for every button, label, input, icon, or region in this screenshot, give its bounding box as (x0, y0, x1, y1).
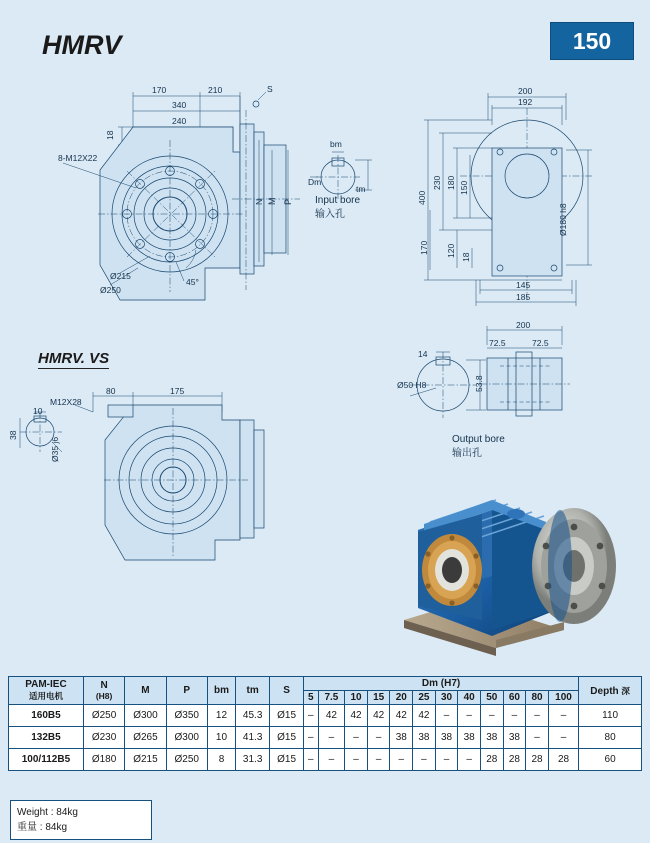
cell-depth: 60 (579, 749, 642, 771)
svg-text:210: 210 (208, 85, 223, 95)
svg-text:10: 10 (33, 406, 43, 416)
cell-dm: 38 (390, 727, 413, 749)
svg-text:S: S (267, 84, 273, 94)
cell-dm: – (526, 705, 549, 727)
cell-dm: 38 (435, 727, 458, 749)
cell-tm: 31.3 (236, 749, 270, 771)
cell-dm: – (458, 705, 481, 727)
cell-s: Ø15 (270, 749, 304, 771)
cell-dm: – (435, 705, 458, 727)
svg-text:53.8: 53.8 (474, 375, 484, 392)
weight-note (10, 800, 152, 840)
cell-dm: – (526, 727, 549, 749)
svg-text:M: M (267, 197, 277, 205)
th-dm-5: 5 (303, 691, 318, 705)
cell-dm: 28 (548, 749, 578, 771)
right-view (417, 86, 594, 306)
th-p: P (166, 677, 207, 705)
svg-text:Ø35 j6: Ø35 j6 (50, 436, 60, 462)
svg-text:72.5: 72.5 (489, 338, 506, 348)
cell-dm: – (345, 749, 368, 771)
th-depth-sub: 深 (621, 685, 630, 696)
svg-text:Dm: Dm (308, 177, 322, 187)
svg-text:18: 18 (105, 130, 115, 140)
svg-text:Ø250: Ø250 (100, 285, 121, 295)
th-m: M (125, 677, 166, 705)
th-depth-label: Depth (590, 685, 619, 697)
cell-p: Ø250 (166, 749, 207, 771)
svg-text:Ø50 H8: Ø50 H8 (397, 380, 427, 390)
svg-text:14: 14 (418, 349, 428, 359)
section-title-vs: HMRV. VS (38, 350, 110, 367)
table-row (9, 727, 642, 749)
input-bore-label-en: Input bore (315, 195, 361, 206)
cell-dm: – (318, 727, 345, 749)
th-dm-20: 20 (390, 691, 413, 705)
svg-text:120: 120 (446, 243, 456, 258)
cell-bm: 8 (207, 749, 235, 771)
svg-text:185: 185 (516, 292, 531, 302)
svg-text:175: 175 (170, 386, 185, 396)
th-depth (579, 677, 642, 705)
cell-depth: 80 (579, 727, 642, 749)
page-title: HMRV (42, 30, 122, 60)
cell-s: Ø15 (270, 705, 304, 727)
th-dm-25: 25 (413, 691, 436, 705)
th-dm-60: 60 (503, 691, 526, 705)
cell-s: Ø15 (270, 727, 304, 749)
cell-dm: 42 (413, 705, 436, 727)
svg-text:145: 145 (516, 280, 531, 290)
cell-n: Ø230 (83, 727, 124, 749)
table-head (9, 677, 642, 705)
spec-table (8, 676, 642, 771)
cell-dm: – (390, 749, 413, 771)
cell-dm: – (303, 705, 318, 727)
th-dm-100: 100 (548, 691, 578, 705)
svg-text:180: 180 (446, 175, 456, 190)
cell-m: Ø215 (125, 749, 166, 771)
cell-n: Ø250 (83, 705, 124, 727)
cell-dm: – (458, 749, 481, 771)
svg-text:N: N (254, 198, 264, 205)
th-s: S (270, 677, 304, 705)
svg-text:240: 240 (172, 116, 187, 126)
svg-text:8-M12X22: 8-M12X22 (58, 153, 98, 163)
cell-m: Ø300 (125, 705, 166, 727)
cell-bm: 12 (207, 705, 235, 727)
input-bore-label-cn: 输入孔 (315, 208, 345, 220)
th-tm: tm (236, 677, 270, 705)
svg-text:200: 200 (518, 86, 533, 96)
main-view (58, 84, 372, 300)
cell-pam: 100/112B5 (9, 749, 84, 771)
cell-pam: 132B5 (9, 727, 84, 749)
cell-dm: 38 (413, 727, 436, 749)
svg-text:170: 170 (419, 240, 429, 255)
th-dm-50: 50 (480, 691, 503, 705)
cell-p: Ø350 (166, 705, 207, 727)
svg-text:bm: bm (330, 139, 342, 149)
th-dm-80: 80 (526, 691, 549, 705)
th-pam-iec-label: PAM-IEC (25, 679, 67, 690)
cell-dm: – (548, 705, 578, 727)
svg-text:tm: tm (356, 184, 366, 194)
cell-dm: – (413, 749, 436, 771)
cell-dm: 38 (458, 727, 481, 749)
th-dm-15: 15 (367, 691, 390, 705)
th-dm-7_5: 7.5 (318, 691, 345, 705)
th-dm-30: 30 (435, 691, 458, 705)
svg-text:38: 38 (8, 430, 18, 440)
cell-dm: 42 (367, 705, 390, 727)
cell-tm: 45.3 (236, 705, 270, 727)
svg-text:230: 230 (432, 175, 442, 190)
cell-dm: – (367, 727, 390, 749)
cell-dm: 38 (503, 727, 526, 749)
cell-pam: 160B5 (9, 705, 84, 727)
svg-text:170: 170 (152, 85, 167, 95)
svg-text:18: 18 (461, 252, 471, 262)
cell-dm: 42 (318, 705, 345, 727)
cell-dm: 28 (503, 749, 526, 771)
cell-dm: 42 (390, 705, 413, 727)
svg-text:150: 150 (459, 180, 469, 195)
output-bore-label-cn: 输出孔 (452, 447, 482, 459)
svg-text:192: 192 (518, 97, 533, 107)
cell-m: Ø265 (125, 727, 166, 749)
cell-dm: 28 (480, 749, 503, 771)
svg-text:72.5: 72.5 (532, 338, 549, 348)
th-dm-group: Dm (H7) (303, 677, 578, 691)
svg-text:Ø180 h8: Ø180 h8 (558, 203, 568, 236)
cell-dm: 28 (526, 749, 549, 771)
table-body (9, 705, 642, 771)
spec-table-wrap (8, 676, 642, 771)
weight-note-en: Weight : 84kg (17, 807, 78, 818)
cell-p: Ø300 (166, 727, 207, 749)
cell-dm: 42 (345, 705, 368, 727)
table-head-row-1 (9, 677, 642, 691)
cell-dm: – (318, 749, 345, 771)
th-dm-40: 40 (458, 691, 481, 705)
cell-depth: 110 (579, 705, 642, 727)
output-bore-label-en: Output bore (452, 434, 505, 445)
cell-dm: – (303, 749, 318, 771)
th-pam-iec-sub: 适用电机 (28, 691, 63, 701)
svg-text:400: 400 (417, 190, 427, 205)
table-row (9, 749, 642, 771)
cell-dm: – (435, 749, 458, 771)
th-dm-10: 10 (345, 691, 368, 705)
cell-tm: 41.3 (236, 727, 270, 749)
output-bore-detail (397, 320, 570, 418)
th-bm: bm (207, 677, 235, 705)
cell-dm: – (480, 705, 503, 727)
input-bore-detail (308, 139, 372, 199)
svg-text:45°: 45° (186, 277, 199, 287)
svg-text:80: 80 (106, 386, 116, 396)
svg-text:Ø215: Ø215 (110, 271, 131, 281)
th-n-label: N (100, 680, 108, 691)
size-badge: 150 (550, 22, 634, 60)
cell-dm: – (503, 705, 526, 727)
cell-bm: 10 (207, 727, 235, 749)
svg-text:M12X28: M12X28 (50, 397, 82, 407)
cell-dm: – (367, 749, 390, 771)
cell-dm: 38 (480, 727, 503, 749)
th-n-sub: (H8) (95, 691, 113, 701)
cell-dm: – (345, 727, 368, 749)
svg-text:P: P (283, 198, 293, 205)
weight-note-cn: 重量 : 84kg (17, 822, 68, 833)
th-n (83, 677, 124, 705)
product-photo (396, 470, 622, 665)
th-pam-iec (9, 677, 84, 705)
svg-text:340: 340 (172, 100, 187, 110)
table-row (9, 705, 642, 727)
vs-view (8, 386, 264, 560)
svg-text:200: 200 (516, 320, 531, 330)
cell-dm: – (303, 727, 318, 749)
cell-dm: – (548, 727, 578, 749)
cell-n: Ø180 (83, 749, 124, 771)
